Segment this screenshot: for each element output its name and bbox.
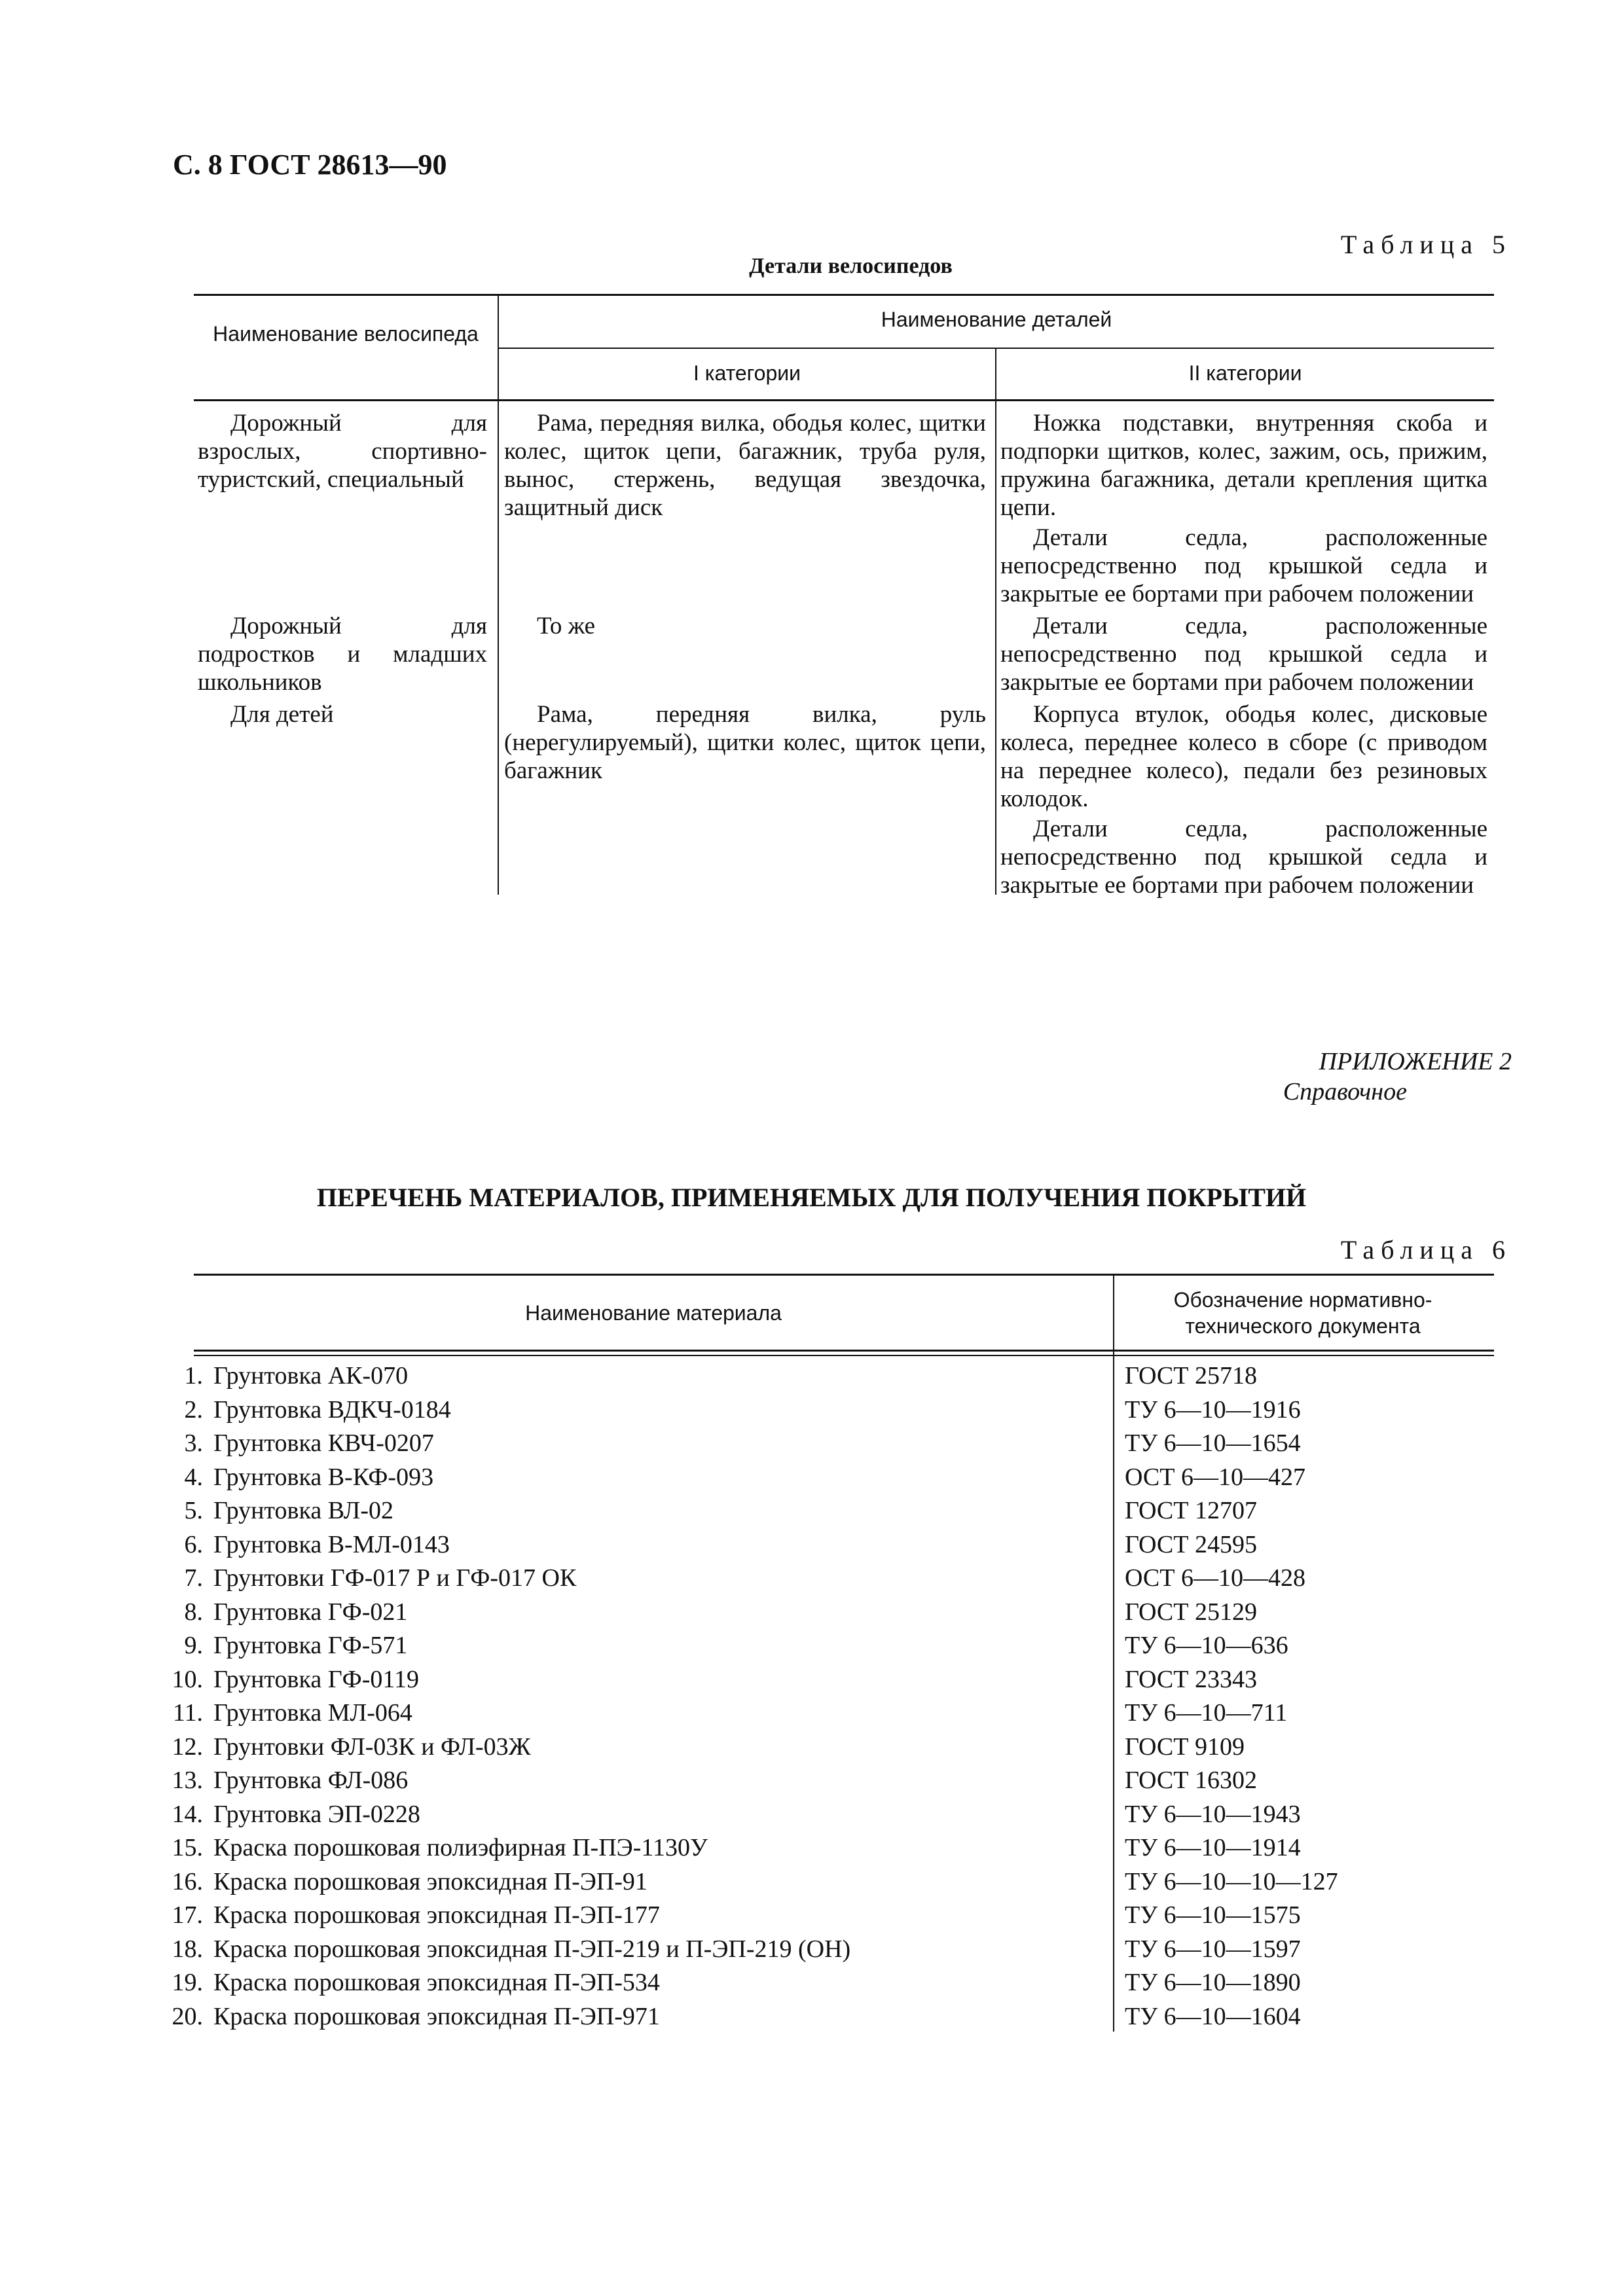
table6-row-material: [152, 1460, 433, 1494]
table6-row-document: ГОСТ 25129: [1125, 1598, 1257, 1626]
row-number: 12.: [172, 1733, 203, 1761]
row-number: 18.: [172, 1935, 203, 1963]
table6-row-document: ГОСТ 23343: [1125, 1666, 1257, 1693]
row-number: 1.: [184, 1362, 203, 1390]
table6-header-document: Обозначение нормативно-технического документа: [1173, 1288, 1432, 1338]
table6-label: Таблица 6: [1340, 1235, 1512, 1265]
row-number: 15.: [172, 1834, 203, 1861]
table5-header-cat1: I категории: [693, 361, 801, 385]
row-number: 4.: [184, 1463, 203, 1491]
table6-row-material: [152, 1393, 451, 1427]
table5-title: Детали велосипедов: [749, 254, 953, 278]
table6-row-document: ТУ 6—10—1654: [1125, 1429, 1301, 1457]
material-name: Грунтовка АК-070: [213, 1362, 409, 1390]
row-number: 2.: [184, 1396, 203, 1424]
table6-row-material: [152, 1426, 434, 1460]
table6-row-document: ГОСТ 24595: [1125, 1531, 1257, 1558]
table6-row-material: [152, 1359, 408, 1393]
table6-row-document: ТУ 6—10—1890: [1125, 1969, 1301, 1996]
table5-label: Таблица 5: [1340, 230, 1512, 259]
row-number: 9.: [184, 1632, 203, 1659]
material-name: Грунтовка ГФ-0119: [213, 1666, 419, 1693]
table6-row-document: ГОСТ 25718: [1125, 1362, 1257, 1390]
table6-row-material: [152, 1865, 647, 1899]
table6-row-material: [152, 1662, 419, 1696]
table5-row1-cat2-a: Ножка подставки, внутренняя скоба и подпорки щитков, колес, зажим, ось, прижим, пружина багажника, детали крепления щитка цепи.: [1000, 410, 1487, 521]
table6-row-material: [152, 1932, 850, 1966]
table6-row-material: [152, 1965, 660, 2000]
material-name: Грунтовки ФЛ-03К и ФЛ-03Ж: [213, 1733, 531, 1761]
material-name: Грунтовка ФЛ-086: [213, 1767, 409, 1794]
material-name: Краска порошковая эпоксидная П-ЭП-177: [213, 1901, 660, 1929]
table5-row3-name: Для детей: [230, 701, 334, 728]
material-name: Грунтовка ЭП-0228: [213, 1801, 420, 1828]
table6-row-material: [152, 1528, 450, 1562]
material-name: Грунтовка ВЛ-02: [213, 1497, 394, 1524]
row-number: 5.: [184, 1497, 203, 1524]
table6-row-material: [152, 1494, 393, 1528]
row-number: 20.: [172, 2003, 203, 2030]
table6-row-document: ТУ 6—10—711: [1125, 1699, 1288, 1727]
material-name: Грунтовка В-КФ-093: [213, 1463, 434, 1491]
table5-row2-name: Дорожный для подростков и младших школьников: [198, 613, 487, 696]
row-number: 19.: [172, 1969, 203, 1996]
row-number: 3.: [184, 1429, 203, 1457]
material-name: Грунтовка В-МЛ-0143: [213, 1531, 450, 1558]
row-number: 10.: [172, 1666, 203, 1693]
table6-row-material: [152, 1628, 407, 1662]
material-name: Грунтовки ГФ-017 Р и ГФ-017 ОК: [213, 1564, 577, 1592]
table5-row1-cat2-b: Детали седла, расположенные непосредственно под крышкой седла и закрытые ее бортами при рабочем положении: [1000, 524, 1487, 607]
table6-row-document: ОСТ 6—10—427: [1125, 1463, 1305, 1491]
row-number: 6.: [184, 1531, 203, 1558]
table6-row-material: [152, 1730, 531, 1764]
table6-col-divider: [1113, 1274, 1114, 2032]
table6-row-document: ТУ 6—10—10—127: [1125, 1868, 1338, 1895]
material-name: Краска порошковая эпоксидная П-ЭП-971: [213, 2003, 660, 2030]
table6-row-document: ТУ 6—10—1916: [1125, 1396, 1301, 1424]
appendix-sub: Справочное: [1283, 1078, 1407, 1105]
table6-row-material: [152, 1898, 660, 1932]
row-number: 7.: [184, 1564, 203, 1592]
row-number: 14.: [172, 1801, 203, 1828]
table5-col-divider-2: [995, 348, 996, 895]
table6-heading: ПЕРЕЧЕНЬ МАТЕРИАЛОВ, ПРИМЕНЯЕМЫХ ДЛЯ ПОЛУЧЕНИЯ ПОКРЫТИЙ: [316, 1183, 1307, 1212]
table5-row3-cat2-b: Детали седла, расположенные непосредственно под крышкой седла и закрытые ее бортами при рабочем положении: [1000, 816, 1487, 899]
table6-header-rule-1: [194, 1350, 1494, 1352]
table6-row-document: ГОСТ 12707: [1125, 1497, 1257, 1524]
table6-row-material: [152, 1561, 576, 1595]
table6-row-document: ОСТ 6—10—428: [1125, 1564, 1305, 1592]
table5-header-bicycle: Наименование велосипеда: [213, 322, 479, 346]
table5-header-rule: [194, 399, 1494, 401]
table5-top-rule: [194, 294, 1494, 296]
table6-row-document: ГОСТ 16302: [1125, 1767, 1257, 1794]
material-name: Краска порошковая эпоксидная П-ЭП-219 и П-ЭП-219 (ОН): [213, 1935, 851, 1963]
table6-header-rule-2: [194, 1355, 1494, 1356]
table5-row2-cat1: То же: [537, 613, 596, 639]
material-name: Грунтовка ГФ-021: [213, 1598, 408, 1626]
table5-row1-cat1: Рама, передняя вилка, ободья колес, щитки колес, щиток цепи, багажник, труба руля, вынос, стержень, ведущая звездочка, защитный диск: [504, 410, 986, 521]
table6-row-document: ТУ 6—10—1604: [1125, 2003, 1301, 2030]
material-name: Краска порошковая эпоксидная П-ЭП-91: [213, 1868, 647, 1895]
table6-row-material: [152, 1797, 420, 1831]
appendix-label: ПРИЛОЖЕНИЕ 2: [1319, 1048, 1512, 1075]
material-name: Краска порошковая эпоксидная П-ЭП-534: [213, 1969, 660, 1996]
table6-row-material: [152, 1831, 708, 1865]
material-name: Грунтовка ВДКЧ-0184: [213, 1396, 451, 1424]
material-name: Краска порошковая полиэфирная П-ПЭ-1130У: [213, 1834, 708, 1861]
table6-row-document: ГОСТ 9109: [1125, 1733, 1245, 1761]
table6-row-document: ТУ 6—10—1575: [1125, 1901, 1301, 1929]
table5-row1-name: Дорожный для взрослых, спортивно-туристский, специальный: [198, 410, 487, 493]
table6-row-material: [152, 1763, 408, 1797]
table6-row-material: [152, 1595, 407, 1629]
row-number: 13.: [172, 1767, 203, 1794]
table5-header-cat2: II категории: [1188, 361, 1302, 385]
table6-row-document: ТУ 6—10—636: [1125, 1632, 1288, 1659]
table6-row-material: [152, 2000, 660, 2034]
table6-row-document: ТУ 6—10—1943: [1125, 1801, 1301, 1828]
table6-row-document: ТУ 6—10—1914: [1125, 1834, 1301, 1861]
table5-row3-cat2-a: Корпуса втулок, ободья колес, дисковые колеса, переднее колесо в сборе (с приводом на переднее колесо), педали без резиновых колодок.: [1000, 701, 1487, 812]
row-number: 8.: [184, 1598, 203, 1626]
page-header: С. 8 ГОСТ 28613—90: [173, 149, 447, 181]
table6-row-document: ТУ 6—10—1597: [1125, 1935, 1301, 1963]
row-number: 17.: [172, 1901, 203, 1929]
table6-header-material: Наименование материала: [525, 1301, 782, 1325]
table6-row-material: [152, 1696, 412, 1730]
material-name: Грунтовка КВЧ-0207: [213, 1429, 434, 1457]
table5-row2-cat2: Детали седла, расположенные непосредственно под крышкой седла и закрытые ее бортами при рабочем положении: [1000, 613, 1487, 696]
material-name: Грунтовка МЛ-064: [213, 1699, 412, 1727]
table5-header-parts: Наименование деталей: [881, 308, 1112, 331]
row-number: 16.: [172, 1868, 203, 1895]
table5-row3-cat1: Рама, передняя вилка, руль (нерегулируемый), щитки колес, щиток цепи, багажник: [504, 701, 986, 784]
row-number: 11.: [172, 1699, 203, 1727]
table6-top-rule: [194, 1274, 1494, 1276]
material-name: Грунтовка ГФ-571: [213, 1632, 408, 1659]
